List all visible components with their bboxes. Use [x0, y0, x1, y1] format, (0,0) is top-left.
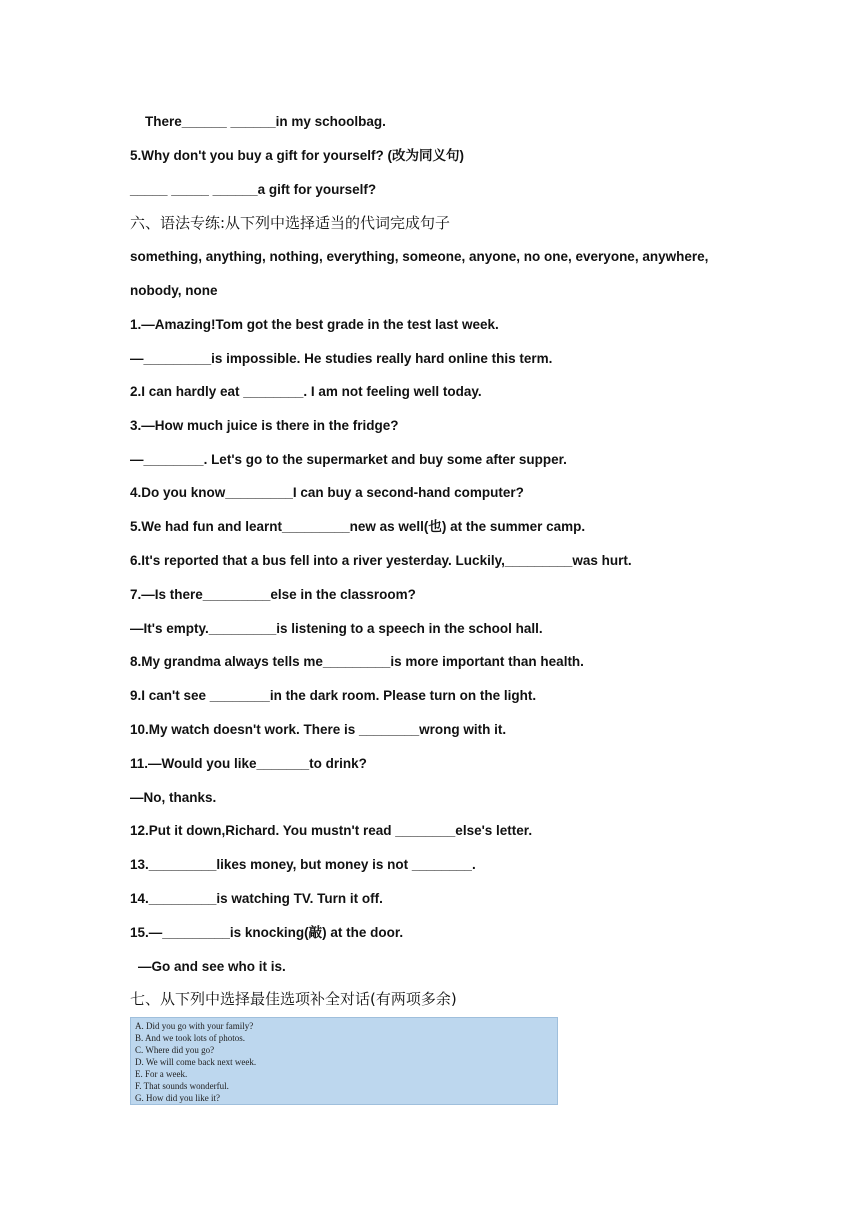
- item-5: 5.We had fun and learnt_________new as well(也) at the summer camp.: [130, 519, 586, 534]
- item-8: 8.My grandma always tells me_________is more important than health.: [130, 654, 584, 669]
- item-11-answer: —No, thanks.: [130, 790, 217, 805]
- item-13: 13._________likes money, but money is not ________.: [130, 857, 476, 872]
- item-15-answer: —Go and see who it is.: [138, 959, 286, 974]
- option-d: D. We will come back next week.: [135, 1057, 257, 1067]
- option-c: C. Where did you go?: [135, 1045, 215, 1055]
- pronoun-word-bank-line-2: nobody, none: [130, 283, 218, 298]
- question-5-rewrite: 5.Why don't you buy a gift for yourself? (改为同义句): [130, 148, 464, 163]
- item-1-answer: —_________is impossible. He studies really hard online this term.: [130, 351, 553, 366]
- item-3-answer: —________. Let's go to the supermarket and buy some after supper.: [130, 452, 567, 467]
- option-f: F. That sounds wonderful.: [135, 1081, 229, 1091]
- section-7-heading: 七、从下列中选择最佳选项补全对话(有两项多余): [130, 990, 457, 1008]
- dialogue-options-box: [130, 1017, 558, 1105]
- item-3-question: 3.—How much juice is there in the fridge?: [130, 418, 399, 433]
- option-a: A. Did you go with your family?: [135, 1021, 254, 1031]
- item-7-answer: —It's empty._________is listening to a speech in the school hall.: [130, 621, 543, 636]
- option-e: E. For a week.: [135, 1069, 188, 1079]
- pronoun-word-bank-line-1: something, anything, nothing, everything, someone, anyone, no one, everyone, anywhere,: [130, 249, 709, 264]
- item-12: 12.Put it down,Richard. You mustn't read ________else's letter.: [130, 823, 533, 838]
- item-1-question: 1.—Amazing!Tom got the best grade in the test last week.: [130, 317, 499, 332]
- section-6-heading: 六、语法专练:从下列中选择适当的代词完成句子: [130, 214, 451, 232]
- item-9: 9.I can't see ________in the dark room. Please turn on the light.: [130, 688, 537, 703]
- option-b: B. And we took lots of photos.: [135, 1033, 246, 1043]
- item-14: 14._________is watching TV. Turn it off.: [130, 891, 383, 906]
- item-4: 4.Do you know_________I can buy a second-hand computer?: [130, 485, 524, 500]
- item-15-question: 15.—_________is knocking(敲) at the door.: [130, 925, 404, 940]
- item-2: 2.I can hardly eat ________. I am not feeling well today.: [130, 384, 482, 399]
- item-7-question: 7.—Is there_________else in the classroom?: [130, 587, 416, 602]
- question-5-answer-blanks: _____ _____ ______a gift for yourself?: [130, 182, 377, 197]
- item-10: 10.My watch doesn't work. There is ________wrong with it.: [130, 722, 507, 737]
- there-blank-sentence: There______ ______in my schoolbag.: [145, 114, 386, 129]
- option-g: G. How did you like it?: [135, 1093, 220, 1103]
- item-11-question: 11.—Would you like_______to drink?: [130, 756, 367, 771]
- item-6: 6.It's reported that a bus fell into a river yesterday. Luckily,_________was hurt.: [130, 553, 632, 568]
